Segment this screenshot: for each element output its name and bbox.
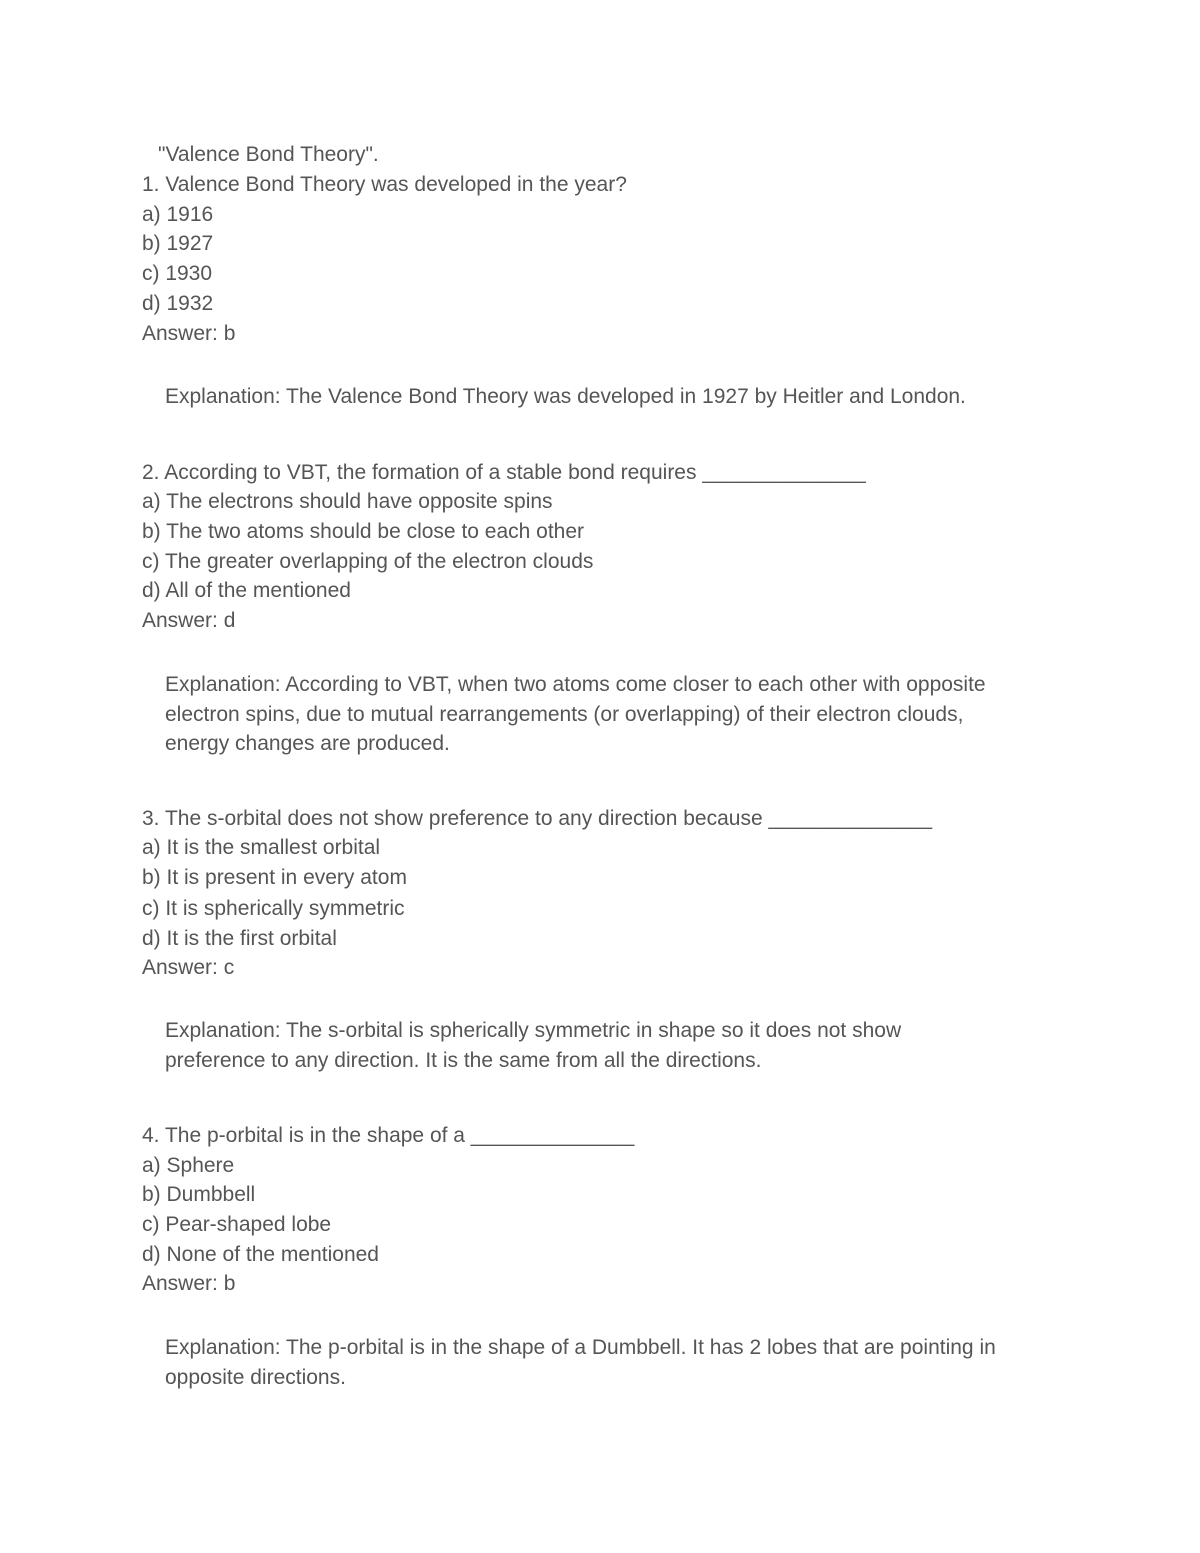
question-3-option-d: d) It is the first orbital [142,927,337,950]
question-2-explanation-line: electron spins, due to mutual rearrangements (or overlapping) of their electron clouds, [165,703,964,726]
question-1-explanation-line: Explanation: The Valence Bond Theory was developed in 1927 by Heitler and London. [165,385,966,408]
question-1-text: 1. Valence Bond Theory was developed in the year? [142,173,627,196]
question-4-answer: Answer: b [142,1272,236,1295]
question-3-option-b: b) It is present in every atom [142,866,407,889]
question-2-option-d: d) All of the mentioned [142,579,351,602]
question-4-option-c: c) Pear-shaped lobe [142,1213,332,1236]
question-3-option-a: a) It is the smallest orbital [142,836,381,859]
question-4-option-a: a) Sphere [142,1154,235,1177]
question-4-explanation-line: Explanation: The p-orbital is in the shape of a Dumbbell. It has 2 lobes that are pointing in [165,1336,996,1359]
question-2-explanation-line: Explanation: According to VBT, when two atoms come closer to each other with opposite [165,673,986,696]
document-title: "Valence Bond Theory". [158,143,379,166]
question-1-option-b: b) 1927 [142,232,214,255]
question-1-answer: Answer: b [142,322,236,345]
question-1-option-a: a) 1916 [142,203,214,226]
question-3-option-c: c) It is spherically symmetric [142,897,405,920]
question-2-option-b: b) The two atoms should be close to each other [142,520,585,543]
question-4-text: 4. The p-orbital is in the shape of a ______________ [142,1124,635,1147]
question-2-option-a: a) The electrons should have opposite spins [142,490,553,513]
question-2-text: 2. According to VBT, the formation of a stable bond requires ______________ [142,461,866,484]
question-2-explanation-line: energy changes are produced. [165,732,450,755]
question-2-option-c: c) The greater overlapping of the electron clouds [142,550,594,573]
question-2-answer: Answer: d [142,609,236,632]
question-4-explanation-line: opposite directions. [165,1366,346,1389]
question-1-option-d: d) 1932 [142,292,214,315]
question-1-option-c: c) 1930 [142,262,213,285]
question-4-option-b: b) Dumbbell [142,1183,256,1206]
question-3-explanation-line: Explanation: The s-orbital is spherically symmetric in shape so it does not show [165,1019,902,1042]
question-3-explanation-line: preference to any direction. It is the same from all the directions. [165,1049,762,1072]
question-3-answer: Answer: c [142,956,235,979]
question-3-text: 3. The s-orbital does not show preference to any direction because ______________ [142,807,932,830]
question-4-option-d: d) None of the mentioned [142,1243,379,1266]
